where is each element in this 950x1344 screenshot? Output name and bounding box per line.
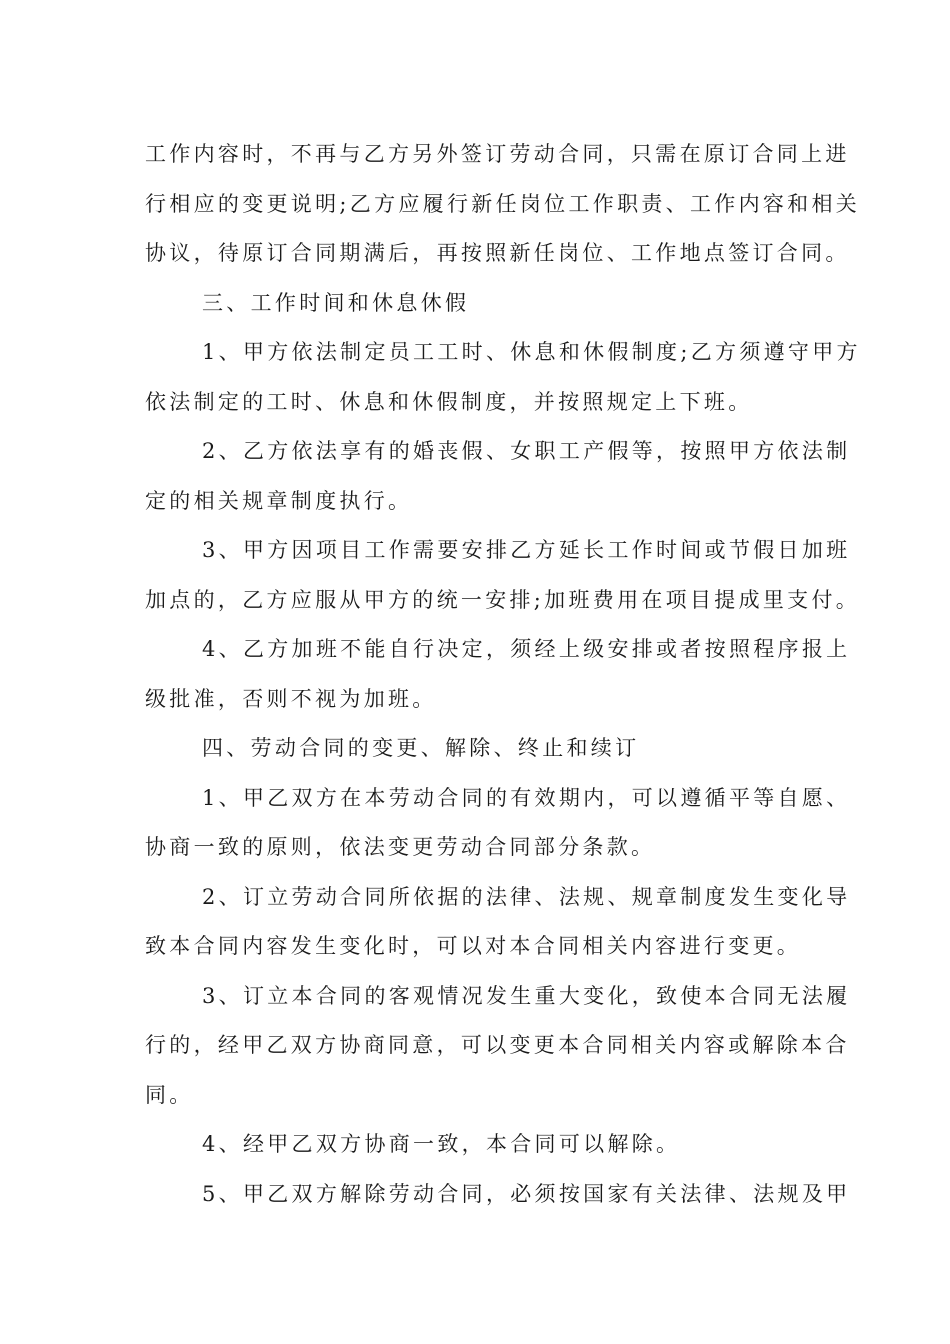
text-line: 协议，待原订合同期满后，再按照新任岗位、工作地点签订合同。 bbox=[145, 241, 850, 265]
text-line: 行的，经甲乙双方协商同意，可以变更本合同相关内容或解除本合 bbox=[145, 1033, 850, 1057]
text-line: 同。 bbox=[145, 1082, 194, 1107]
text-line: 3、甲方因项目工作需要安排乙方延长工作时间或节假日加班 bbox=[202, 538, 851, 562]
text-line: 级批准，否则不视为加班。 bbox=[145, 686, 437, 711]
text-line: 2、订立劳动合同所依据的法律、法规、规章制度发生变化导 bbox=[202, 884, 851, 909]
text-line: 致本合同内容发生变化时，可以对本合同相关内容进行变更。 bbox=[145, 934, 802, 958]
text-line: 3、订立本合同的客观情况发生重大变化，致使本合同无法履 bbox=[202, 983, 851, 1008]
text-line: 行相应的变更说明;乙方应履行新任岗位工作职责、工作内容和相关 bbox=[145, 191, 861, 216]
text-line: 依法制定的工时、休息和休假制度，并按照规定上下班。 bbox=[145, 389, 753, 414]
clause-4-3 bbox=[145, 972, 851, 1121]
clause-3-3 bbox=[145, 526, 861, 625]
text-line: 1、甲乙双方在本劳动合同的有效期内，可以遵循平等自愿、 bbox=[202, 785, 851, 810]
section-heading-working-hours bbox=[145, 279, 815, 329]
text-line: 加点的，乙方应服从甲方的统一安排;加班费用在项目提成里支付。 bbox=[145, 587, 861, 612]
paragraph-job-change-continued bbox=[145, 130, 861, 279]
text-line: 工作内容时，不再与乙方另外签订劳动合同，只需在原订合同上进 bbox=[145, 142, 850, 166]
section-heading-text: 四、劳动合同的变更、解除、终止和续订 bbox=[202, 736, 640, 760]
text-line: 4、经甲乙双方协商一致，本合同可以解除。 bbox=[202, 1132, 681, 1156]
clause-3-1 bbox=[145, 328, 861, 427]
clause-4-1 bbox=[145, 774, 851, 873]
document-body bbox=[145, 130, 861, 1219]
clause-4-5 bbox=[145, 1170, 851, 1220]
clause-3-4 bbox=[145, 625, 851, 724]
clause-4-4 bbox=[145, 1120, 815, 1170]
text-line: 5、甲乙双方解除劳动合同，必须按国家有关法律、法规及甲 bbox=[202, 1181, 851, 1206]
clause-3-2 bbox=[145, 427, 851, 526]
text-line: 协商一致的原则，依法变更劳动合同部分条款。 bbox=[145, 835, 656, 859]
text-line: 2、乙方依法享有的婚丧假、女职工产假等，按照甲方依法制 bbox=[202, 439, 851, 463]
section-heading-text: 三、工作时间和休息休假 bbox=[202, 290, 470, 315]
text-line: 4、乙方加班不能自行决定，须经上级安排或者按照程序报上 bbox=[202, 637, 851, 661]
text-line: 定的相关规章制度执行。 bbox=[145, 488, 413, 513]
text-line: 1、甲方依法制定员工工时、休息和休假制度;乙方须遵守甲方 bbox=[202, 340, 861, 364]
clause-4-2 bbox=[145, 873, 851, 972]
section-heading-contract-changes bbox=[145, 724, 815, 774]
